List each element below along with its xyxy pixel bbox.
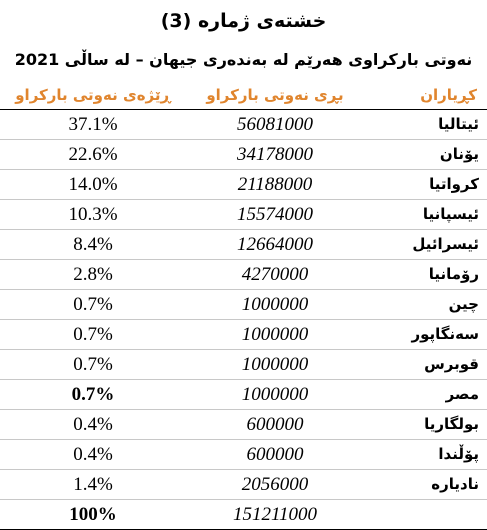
amount-cell: 1000000 (186, 350, 364, 380)
amount-cell: 1000000 (186, 290, 364, 320)
table-row (0, 470, 487, 500)
table-row (0, 320, 487, 350)
country-cell: يۆنان (364, 140, 487, 170)
header-row (0, 82, 487, 110)
share-cell: 10.3% (0, 200, 186, 230)
share-cell: 0.4% (0, 410, 186, 440)
total-row (0, 500, 487, 530)
share-cell: 1.4% (0, 470, 186, 500)
country-cell: سەنگاپور (364, 320, 487, 350)
share-cell: 14.0% (0, 170, 186, 200)
country-cell: رۆمانيا (364, 260, 487, 290)
amount-cell: 4270000 (186, 260, 364, 290)
table-row (0, 110, 487, 140)
country-cell: بولگاريا (364, 410, 487, 440)
country-cell: ئيسپانيا (364, 200, 487, 230)
amount-cell: 600000 (186, 410, 364, 440)
country-cell: مصر (364, 380, 487, 410)
total-share-cell: 100% (0, 500, 186, 530)
share-cell: 0.4% (0, 440, 186, 470)
country-cell: ئيسرائيل (364, 230, 487, 260)
share-cell: 0.7% (0, 380, 186, 410)
country-cell: پۆڵندا (364, 440, 487, 470)
table-subtitle: نەوتی بارکراوی هەرێم لە بەندەری جیهان – لە ساڵی 2021 (14, 50, 473, 69)
total-label-cell (364, 500, 487, 530)
amount-cell: 2056000 (186, 470, 364, 500)
share-cell: 2.8% (0, 260, 186, 290)
table-row (0, 200, 487, 230)
header-share: ڕێژەی نەوتی بارکراو (0, 82, 186, 110)
oil-exports-table (0, 82, 487, 530)
table-row (0, 260, 487, 290)
amount-cell: 34178000 (186, 140, 364, 170)
share-cell: 8.4% (0, 230, 186, 260)
amount-cell: 12664000 (186, 230, 364, 260)
amount-cell: 1000000 (186, 320, 364, 350)
share-cell: 0.7% (0, 320, 186, 350)
share-cell: 0.7% (0, 350, 186, 380)
table-row (0, 350, 487, 380)
table-row (0, 440, 487, 470)
amount-cell: 56081000 (186, 110, 364, 140)
header-amount: بڕی نەوتی بارکراو (186, 82, 364, 110)
table-row (0, 380, 487, 410)
country-cell: چين (364, 290, 487, 320)
table-row (0, 290, 487, 320)
table-row (0, 140, 487, 170)
total-amount-cell: 151211000 (186, 500, 364, 530)
share-cell: 0.7% (0, 290, 186, 320)
amount-cell: 600000 (186, 440, 364, 470)
country-cell: ناديارە (364, 470, 487, 500)
country-cell: كرواتيا (364, 170, 487, 200)
share-cell: 22.6% (0, 140, 186, 170)
table-row (0, 230, 487, 260)
table-row (0, 170, 487, 200)
table-row (0, 410, 487, 440)
header-country: کڕیاران (364, 82, 487, 110)
amount-cell: 15574000 (186, 200, 364, 230)
country-cell: قوبرس (364, 350, 487, 380)
amount-cell: 1000000 (186, 380, 364, 410)
amount-cell: 21188000 (186, 170, 364, 200)
share-cell: 37.1% (0, 110, 186, 140)
table-title: خشتەی ژمارە (3) (160, 10, 327, 32)
country-cell: ئیتاليا (364, 110, 487, 140)
